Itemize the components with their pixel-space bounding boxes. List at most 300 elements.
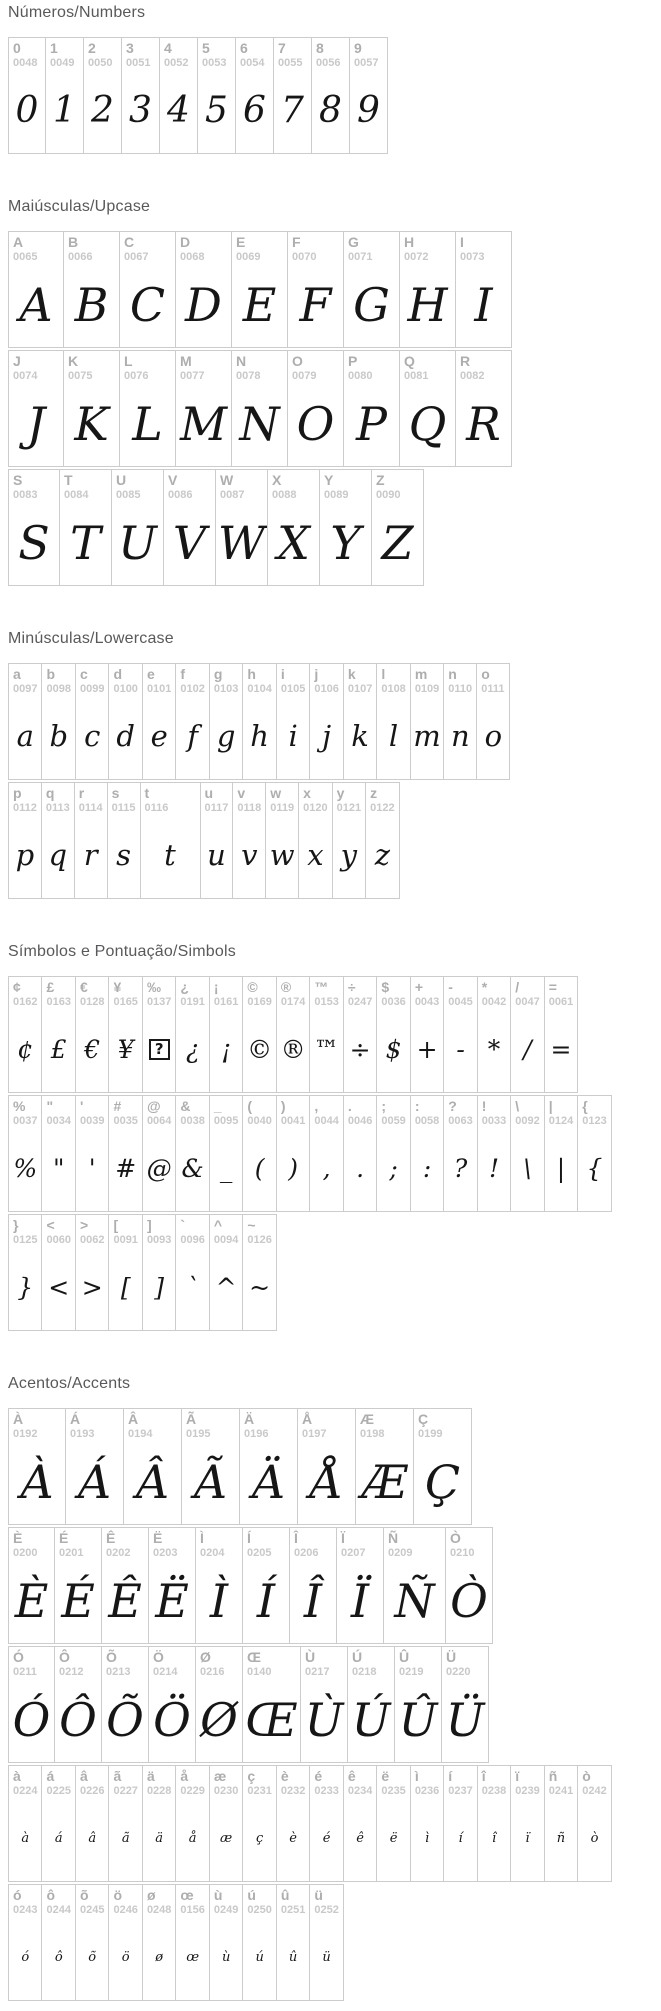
- glyph-cell: [236, 37, 274, 154]
- glyph-cell: [377, 976, 410, 1093]
- cell-unicode-code: 0063: [448, 1115, 473, 1127]
- cell-glyph: [109, 1130, 141, 1207]
- glyph-cell: [8, 1646, 55, 1763]
- section-title: Símbolos e Pontuação/Simbols: [8, 943, 236, 960]
- glyph-row: [8, 976, 653, 1093]
- cell-character-label: V: [168, 472, 178, 488]
- glyph-cell: [42, 663, 75, 780]
- cell-glyph-char: [: [120, 1273, 131, 1302]
- section-lowercase: [8, 630, 653, 899]
- cell-character-label: ñ: [548, 1768, 558, 1784]
- cell-character-label: ò: [582, 1768, 591, 1784]
- cell-unicode-code: 0052: [164, 57, 189, 69]
- glyph-cell: [232, 231, 288, 348]
- cell-glyph-char: é: [322, 1831, 331, 1846]
- cell-glyph-char: ®: [280, 1035, 306, 1064]
- glyph-cell: [310, 1765, 343, 1882]
- cell-glyph: [299, 817, 331, 894]
- cell-glyph: [42, 1249, 74, 1326]
- cell-unicode-code: 0218: [352, 1666, 377, 1678]
- cell-glyph: [84, 72, 121, 149]
- cell-glyph: [414, 1443, 471, 1520]
- cell-glyph-char: *: [487, 1035, 501, 1064]
- cell-glyph: [377, 1011, 409, 1088]
- cell-unicode-code: 0196: [244, 1428, 269, 1440]
- cell-glyph-char: N: [239, 396, 280, 451]
- cell-glyph: [377, 1800, 409, 1877]
- cell-unicode-code: 0039: [79, 1115, 105, 1127]
- cell-unicode-code: 0228: [146, 1785, 172, 1797]
- cell-glyph: [233, 817, 265, 894]
- cell-character-label: F: [292, 234, 301, 250]
- cell-glyph-char: f: [187, 719, 199, 753]
- cell-unicode-code: 0207: [341, 1547, 366, 1559]
- cell-character-label: ó: [13, 1887, 22, 1903]
- cell-unicode-code: 0210: [450, 1547, 475, 1559]
- cell-glyph: [176, 1130, 208, 1207]
- cell-glyph-char: p: [15, 838, 35, 872]
- cell-unicode-code: 0110: [448, 683, 473, 695]
- glyph-cell: [545, 1765, 578, 1882]
- cell-character-label: œ: [180, 1887, 194, 1903]
- cell-glyph: [411, 1130, 443, 1207]
- cell-character-label: 8: [316, 40, 324, 56]
- cell-glyph: [75, 817, 107, 894]
- cell-character-label: Ã: [186, 1411, 197, 1427]
- cell-glyph-char: \: [523, 1154, 532, 1183]
- cell-glyph-char: I: [474, 277, 493, 332]
- glyph-cell: [350, 37, 388, 154]
- cell-unicode-code: 0089: [324, 489, 349, 501]
- cell-glyph: [320, 504, 371, 581]
- cell-glyph-char: Å: [309, 1454, 344, 1509]
- cell-glyph-char: 8: [319, 89, 342, 131]
- cell-glyph-char: å: [188, 1831, 197, 1846]
- cell-character-label: ,: [314, 1098, 319, 1114]
- cell-unicode-code: 0078: [236, 370, 261, 382]
- cell-character-label: T: [64, 472, 73, 488]
- cell-unicode-code: 0084: [64, 489, 89, 501]
- cell-unicode-code: 0249: [213, 1904, 239, 1916]
- cell-unicode-code: 0092: [515, 1115, 540, 1127]
- cell-glyph-char: s: [116, 838, 131, 872]
- glyph-cell: [277, 1765, 310, 1882]
- cell-glyph-char: c: [84, 719, 101, 753]
- cell-glyph: [372, 504, 423, 581]
- cell-unicode-code: 0033: [481, 1115, 507, 1127]
- cell-character-label: Û: [399, 1649, 410, 1665]
- cell-character-label: æ: [213, 1768, 227, 1784]
- cell-character-label: l: [381, 666, 386, 682]
- cell-character-label: ™: [314, 979, 329, 995]
- cell-character-label: Ñ: [388, 1530, 399, 1546]
- cell-unicode-code: 0219: [399, 1666, 424, 1678]
- glyph-cell: [240, 1408, 298, 1525]
- cell-glyph: [210, 1130, 242, 1207]
- glyph-cell: [377, 663, 410, 780]
- cell-character-label: s: [111, 785, 120, 801]
- cell-glyph: [411, 1011, 443, 1088]
- cell-unicode-code: 0113: [45, 802, 70, 814]
- section-upcase: [8, 198, 653, 586]
- cell-glyph: [42, 1011, 74, 1088]
- cell-glyph: [143, 698, 175, 775]
- glyph-cell: [344, 350, 400, 467]
- cell-character-label: C: [124, 234, 135, 250]
- glyph-cell: [109, 1884, 142, 2001]
- cell-glyph-char: ç: [255, 1831, 264, 1846]
- cell-glyph-char: ò: [590, 1831, 599, 1846]
- glyph-cell: [176, 1095, 209, 1212]
- cell-glyph-char: J: [26, 396, 46, 451]
- cell-glyph: [143, 1800, 175, 1877]
- cell-glyph: [384, 1562, 445, 1639]
- cell-glyph-char: è: [289, 1831, 297, 1846]
- cell-character-label: î: [481, 1768, 486, 1784]
- cell-character-label: ¡: [213, 979, 219, 995]
- cell-unicode-code: 0231: [247, 1785, 272, 1797]
- cell-glyph-char: 1: [53, 89, 76, 131]
- cell-unicode-code: 0038: [180, 1115, 205, 1127]
- cell-character-label: u: [204, 785, 214, 801]
- cell-glyph-char: ê: [356, 1831, 364, 1846]
- cell-character-label: Œ: [247, 1649, 261, 1665]
- cell-glyph: [511, 1011, 543, 1088]
- cell-unicode-code: 0107: [347, 683, 373, 695]
- cell-glyph: [55, 1681, 101, 1758]
- cell-glyph: [176, 1919, 208, 1996]
- cell-glyph: [76, 698, 108, 775]
- cell-character-label: Á: [70, 1411, 81, 1427]
- cell-glyph-char: Ì: [209, 1573, 229, 1628]
- cell-character-label: ~: [247, 1217, 256, 1233]
- cell-glyph-char: ö: [121, 1950, 130, 1965]
- cell-glyph-char: Ø: [200, 1692, 238, 1747]
- cell-character-label: |: [548, 1098, 553, 1114]
- cell-glyph: [344, 266, 399, 343]
- cell-glyph: [182, 1443, 239, 1520]
- cell-glyph: [277, 1130, 309, 1207]
- glyph-cell: [76, 663, 109, 780]
- cell-glyph: [216, 504, 267, 581]
- glyph-cell: [216, 469, 268, 586]
- cell-glyph: [344, 1800, 376, 1877]
- cell-unicode-code: 0156: [180, 1904, 205, 1916]
- glyph-row: [8, 37, 653, 154]
- cell-glyph-char: K: [74, 396, 109, 451]
- glyph-cell: [232, 350, 288, 467]
- cell-unicode-code: 0220: [446, 1666, 471, 1678]
- glyph-cell: [8, 469, 60, 586]
- glyph-cell: [8, 1884, 42, 2001]
- cell-character-label: p: [13, 785, 22, 801]
- cell-character-label: m: [414, 666, 428, 682]
- cell-unicode-code: 0214: [153, 1666, 178, 1678]
- glyph-cell: [446, 1527, 493, 1644]
- glyph-cell: [301, 1646, 348, 1763]
- cell-glyph: [400, 266, 455, 343]
- cell-unicode-code: 0085: [116, 489, 141, 501]
- cell-glyph-char: /: [523, 1035, 532, 1064]
- cell-glyph: [344, 1011, 376, 1088]
- glyph-cell: [411, 976, 444, 1093]
- cell-unicode-code: 0095: [213, 1115, 239, 1127]
- cell-character-label: <: [46, 1217, 55, 1233]
- cell-glyph: [243, 698, 275, 775]
- section-title: Números/Numbers: [8, 4, 146, 21]
- cell-glyph: [9, 1681, 54, 1758]
- cell-character-label: /: [515, 979, 520, 995]
- cell-character-label: E: [236, 234, 246, 250]
- glyph-cell: [578, 1095, 611, 1212]
- cell-character-label: {: [582, 1098, 588, 1114]
- cell-glyph: [232, 385, 287, 462]
- cell-character-label: v: [237, 785, 246, 801]
- cell-unicode-code: 0105: [280, 683, 306, 695]
- cell-character-label: â: [79, 1768, 88, 1784]
- cell-unicode-code: 0244: [46, 1904, 71, 1916]
- cell-glyph: [102, 1681, 148, 1758]
- cell-glyph: [176, 1249, 208, 1326]
- cell-glyph-char: â: [88, 1831, 97, 1846]
- cell-unicode-code: 0041: [280, 1115, 306, 1127]
- glyph-cell: [149, 1527, 196, 1644]
- glyph-row: [8, 782, 653, 899]
- cell-glyph: [240, 1443, 297, 1520]
- glyph-cell: [288, 231, 344, 348]
- glyph-cell: [377, 1765, 410, 1882]
- cell-character-label: Ç: [418, 1411, 429, 1427]
- glyph-row: [8, 1646, 653, 1763]
- glyph-cell: [8, 1408, 66, 1525]
- glyph-cell: [143, 1095, 176, 1212]
- glyph-cell: [42, 1765, 75, 1882]
- cell-unicode-code: 0120: [303, 802, 328, 814]
- cell-unicode-code: 0069: [236, 251, 261, 263]
- glyph-cell: [310, 663, 343, 780]
- cell-glyph-char: y: [340, 838, 358, 872]
- cell-character-label: £: [46, 979, 55, 995]
- glyph-cell: [277, 663, 310, 780]
- cell-character-label: H: [404, 234, 415, 250]
- cell-glyph-char: æ: [220, 1831, 233, 1846]
- cell-glyph: [176, 698, 208, 775]
- cell-character-label: ;: [381, 1098, 386, 1114]
- cell-glyph: [120, 385, 175, 462]
- cell-unicode-code: 0199: [418, 1428, 443, 1440]
- glyph-cell: [164, 469, 216, 586]
- cell-glyph: [545, 1800, 577, 1877]
- cell-glyph-char: _: [219, 1154, 233, 1183]
- cell-unicode-code: 0058: [414, 1115, 440, 1127]
- glyph-cell: [76, 1214, 109, 1331]
- glyph-cell: [64, 231, 120, 348]
- glyph-cell: [333, 782, 366, 899]
- cell-unicode-code: 0048: [13, 57, 38, 69]
- glyph-cell: [243, 1214, 276, 1331]
- cell-character-label: ë: [381, 1768, 390, 1784]
- cell-glyph-char: B: [74, 277, 109, 332]
- glyph-cell: [395, 1646, 442, 1763]
- cell-glyph: [76, 1249, 108, 1326]
- cell-character-label: g: [213, 666, 223, 682]
- cell-unicode-code: 0066: [68, 251, 93, 263]
- cell-glyph: [232, 266, 287, 343]
- cell-character-label: J: [13, 353, 21, 369]
- glyph-cell: [141, 782, 201, 899]
- glyph-cell: [176, 976, 209, 1093]
- cell-glyph: [478, 1130, 510, 1207]
- cell-unicode-code: 0242: [582, 1785, 607, 1797]
- cell-glyph-char: &: [181, 1154, 204, 1183]
- cell-glyph-char: z: [374, 838, 390, 872]
- glyph-cell: [411, 663, 444, 780]
- cell-glyph-char: r: [83, 838, 98, 872]
- glyph-cell: [299, 782, 332, 899]
- glyph-cell: [176, 663, 209, 780]
- cell-unicode-code: 0247: [347, 996, 373, 1008]
- cell-unicode-code: 0072: [404, 251, 429, 263]
- cell-glyph: [310, 1919, 342, 1996]
- cell-unicode-code: 0194: [128, 1428, 153, 1440]
- cell-unicode-code: 0097: [13, 683, 38, 695]
- cell-character-label: ®: [280, 979, 292, 995]
- cell-unicode-code: 0081: [404, 370, 429, 382]
- cell-glyph-char: Ê: [108, 1573, 142, 1628]
- cell-unicode-code: 0140: [247, 1666, 272, 1678]
- cell-unicode-code: 0096: [180, 1234, 205, 1246]
- cell-unicode-code: 0071: [348, 251, 373, 263]
- cell-character-label: a: [13, 666, 21, 682]
- cell-unicode-code: 0108: [381, 683, 406, 695]
- cell-unicode-code: 0205: [247, 1547, 272, 1559]
- cell-glyph-char: ): [288, 1154, 298, 1183]
- glyph-cell: [124, 1408, 182, 1525]
- glyph-cell: [456, 231, 512, 348]
- cell-character-label: ì: [414, 1768, 419, 1784]
- cell-character-label: S: [13, 472, 23, 488]
- glyph-cell: [411, 1095, 444, 1212]
- glyph-cell: [196, 1527, 243, 1644]
- glyph-row: [8, 1095, 653, 1212]
- cell-glyph-char: i: [288, 719, 298, 753]
- cell-unicode-code: 0042: [481, 996, 507, 1008]
- cell-glyph-char: ã: [121, 1831, 130, 1846]
- cell-unicode-code: 0093: [146, 1234, 172, 1246]
- cell-glyph-char: 5: [205, 89, 228, 131]
- cell-unicode-code: 0076: [124, 370, 149, 382]
- cell-character-label: ù: [213, 1887, 223, 1903]
- glyph-cell: [76, 1765, 109, 1882]
- cell-character-label: -: [448, 979, 453, 995]
- cell-glyph-char: ù: [221, 1950, 231, 1965]
- cell-character-label: R: [460, 353, 471, 369]
- cell-character-label: i: [280, 666, 285, 682]
- cell-glyph: [366, 817, 398, 894]
- cell-character-label: 5: [202, 40, 210, 56]
- section-title: Maiúsculas/Upcase: [8, 198, 151, 215]
- glyph-cell: [66, 1408, 124, 1525]
- cell-unicode-code: 0125: [13, 1234, 38, 1246]
- cell-glyph-char: ~: [249, 1273, 271, 1302]
- cell-character-label: Õ: [106, 1649, 117, 1665]
- cell-character-label: É: [59, 1530, 69, 1546]
- cell-glyph-char: ñ: [556, 1831, 566, 1846]
- cell-glyph: [109, 1919, 141, 1996]
- cell-glyph-char: ó: [21, 1950, 30, 1965]
- cell-unicode-code: 0197: [302, 1428, 327, 1440]
- cell-unicode-code: 0061: [548, 996, 574, 1008]
- glyph-cell: [143, 1214, 176, 1331]
- glyph-cell: [8, 1214, 42, 1331]
- glyph-cell: [411, 1765, 444, 1882]
- glyph-cell: [210, 663, 243, 780]
- glyph-cell: [578, 1765, 611, 1882]
- glyph-cell: [320, 469, 372, 586]
- cell-character-label: ): [280, 1098, 286, 1114]
- glyph-cell: [344, 976, 377, 1093]
- cell-unicode-code: 0252: [314, 1904, 339, 1916]
- section-symbols: [8, 943, 653, 1331]
- cell-glyph: [9, 72, 45, 149]
- glyph-cell: [109, 1095, 142, 1212]
- cell-unicode-code: 0119: [270, 802, 295, 814]
- glyph-cell: [102, 1646, 149, 1763]
- cell-unicode-code: 0050: [88, 57, 113, 69]
- cell-glyph: [9, 1443, 65, 1520]
- cell-character-label: å: [180, 1768, 189, 1784]
- cell-glyph-char: ÷: [349, 1035, 371, 1064]
- cell-glyph-char: 4: [167, 89, 190, 131]
- cell-glyph-char: m: [413, 719, 441, 753]
- cell-character-label: 9: [354, 40, 362, 56]
- cell-unicode-code: 0053: [202, 57, 227, 69]
- cell-unicode-code: 0251: [280, 1904, 306, 1916]
- glyph-cell: [8, 37, 46, 154]
- cell-glyph-char: +: [416, 1035, 438, 1064]
- cell-character-label: 4: [164, 40, 172, 56]
- glyph-row: [8, 469, 653, 586]
- cell-glyph: [310, 1130, 342, 1207]
- cell-glyph: [511, 1130, 543, 1207]
- cell-character-label: $: [381, 979, 390, 995]
- cell-character-label: È: [13, 1530, 23, 1546]
- glyph-cell: [243, 1765, 276, 1882]
- cell-glyph: [288, 266, 343, 343]
- cell-unicode-code: 0174: [280, 996, 306, 1008]
- cell-glyph: [76, 1011, 108, 1088]
- cell-glyph-char: t: [164, 838, 176, 872]
- cell-character-label: Ó: [13, 1649, 24, 1665]
- cell-character-label: M: [180, 353, 192, 369]
- cell-unicode-code: 0070: [292, 251, 317, 263]
- cell-glyph: [442, 1681, 488, 1758]
- cell-character-label: Å: [302, 1411, 313, 1427]
- glyph-cell: [210, 1214, 243, 1331]
- cell-character-label: _: [213, 1098, 222, 1114]
- cell-glyph-char: F: [299, 277, 332, 332]
- cell-unicode-code: 0035: [113, 1115, 138, 1127]
- cell-glyph-char: Y: [330, 515, 361, 570]
- cell-character-label: (: [247, 1098, 253, 1114]
- cell-unicode-code: 0090: [376, 489, 401, 501]
- cell-unicode-code: 0202: [106, 1547, 131, 1559]
- cell-glyph-char: w: [269, 838, 295, 872]
- cell-glyph-char: à: [21, 1831, 30, 1846]
- glyph-row: [8, 1527, 653, 1644]
- cell-glyph: [210, 1011, 242, 1088]
- glyph-cell: [120, 350, 176, 467]
